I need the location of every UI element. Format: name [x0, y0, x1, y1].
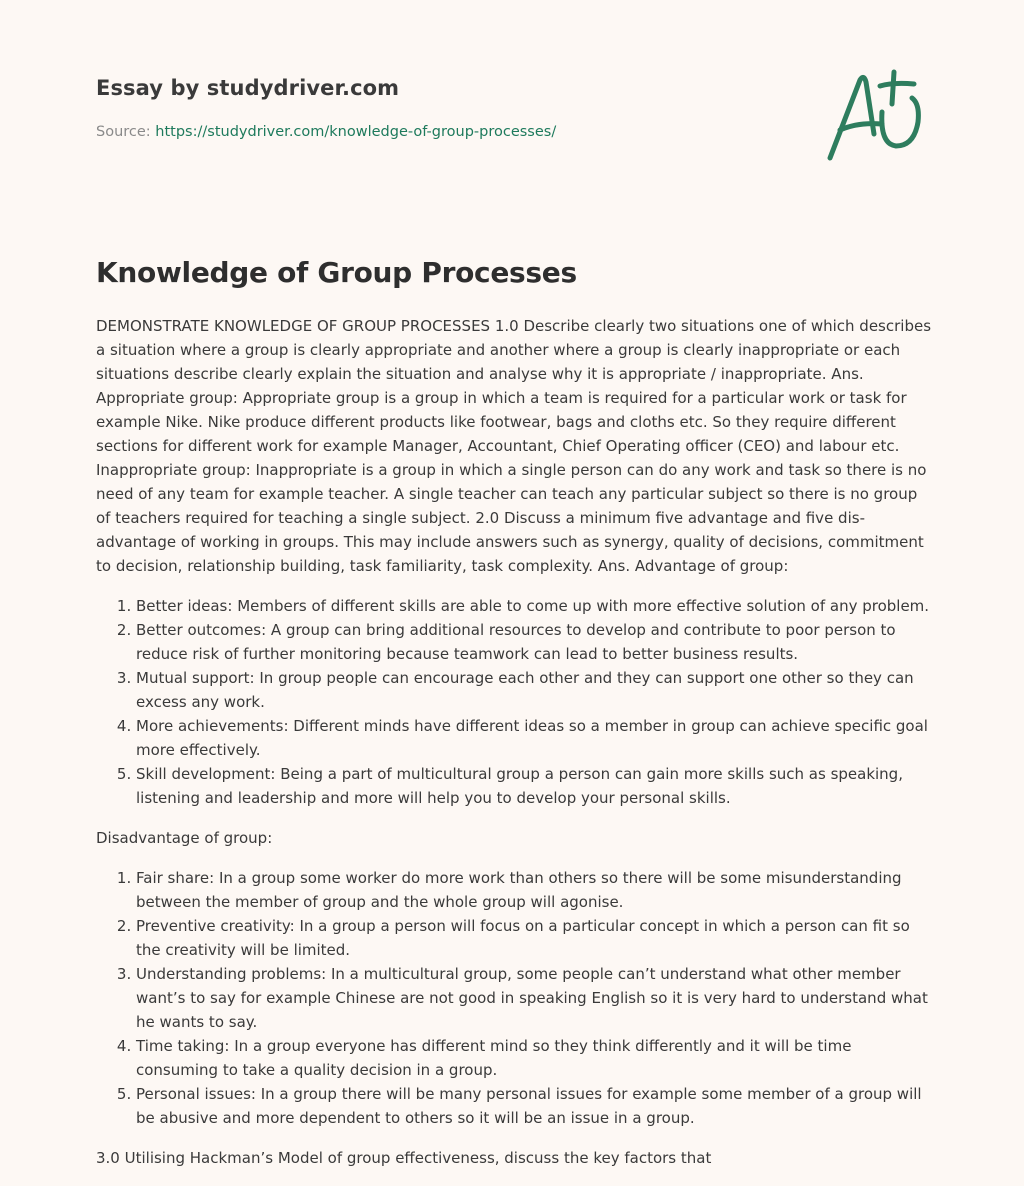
list-item: 1. Better ideas: Members of different skills are able to come up with more effective solution of any problem.: [136, 594, 932, 618]
list-item: 4. More achievements: Different minds have different ideas so a member in group can achieve specific goal more effectively.: [136, 714, 932, 762]
essay-body: [96, 314, 932, 1186]
intro-paragraph: DEMONSTRATE KNOWLEDGE OF GROUP PROCESSES 1.0 Describe clearly two situations one of which describes a situation where a group is clearly appropriate and another where a group is clearly inappropriate or each situations describe clearly explain the situation and analyse why it is appropriate / inappropriate. Ans. Appropriate group: Appropriate group is a group in which a team is required for a particular work or task for example Nike. Nike produce different products like footwear, bags and cloths etc. So they require different sections for different work for example Manager, Accountant, Chief Operating officer (CEO) and labour etc. Inappropriate group: Inappropriate is a group in which a single person can do any work and task so there is no need of any team for example teacher. A single teacher can teach any particular subject so there is no group of teachers required for teaching a single subject. 2.0 Discuss a minimum five advantage and five dis-advantage of working in groups. This may include answers such as synergy, quality of decisions, commitment to decision, relationship building, task familiarity, task complexity. Ans. Advantage of group:: [96, 317, 932, 575]
source-link[interactable]: https://studydriver.com/knowledge-of-group-processes/: [155, 124, 557, 140]
a-plus-logo-icon: [818, 64, 930, 168]
source-label: Source:: [96, 124, 151, 140]
list-item: 3. Mutual support: In group people can encourage each other and they can support one other so they can excess any work.: [136, 666, 932, 714]
list-item: 2. Better outcomes: A group can bring additional resources to develop and contribute to poor person to reduce risk of further monitoring because teamwork can lead to better business results.: [136, 618, 932, 666]
closing-paragraph: 3.0 Utilising Hackman’s Model of group effectiveness, discuss the key factors that: [96, 1149, 712, 1167]
disadvantage-heading: Disadvantage of group:: [96, 829, 273, 847]
brand-title: Essay by studydriver.com: [96, 76, 400, 100]
site-header: [96, 76, 696, 140]
list-item: 4. Time taking: In a group everyone has different mind so they think differently and it will be time consuming to take a quality decision in a group.: [136, 1034, 932, 1082]
source-line: [96, 124, 696, 140]
list-item: 2. Preventive creativity: In a group a person will focus on a particular concept in which a person can fit so the creativity will be limited.: [136, 914, 932, 962]
list-item: 1. Fair share: In a group some worker do more work than others so there will be some misunderstanding between the member of group and the whole group will agonise.: [136, 866, 932, 914]
disadvantages-list: [96, 866, 932, 1130]
list-item: 3. Understanding problems: In a multicultural group, some people can’t understand what other member want’s to say for example Chinese are not good in speaking English so it is very hard to understand what he wants to say.: [136, 962, 932, 1034]
essay-title: Knowledge of Group Processes: [96, 256, 577, 289]
list-item: 5. Skill development: Being a part of multicultural group a person can gain more skills such as speaking, listening and leadership and more will help you to develop your personal skills.: [136, 762, 932, 810]
list-item: 5. Personal issues: In a group there will be many personal issues for example some member of a group will be abusive and more dependent to others so it will be an issue in a group.: [136, 1082, 932, 1130]
advantages-list: [96, 594, 932, 810]
